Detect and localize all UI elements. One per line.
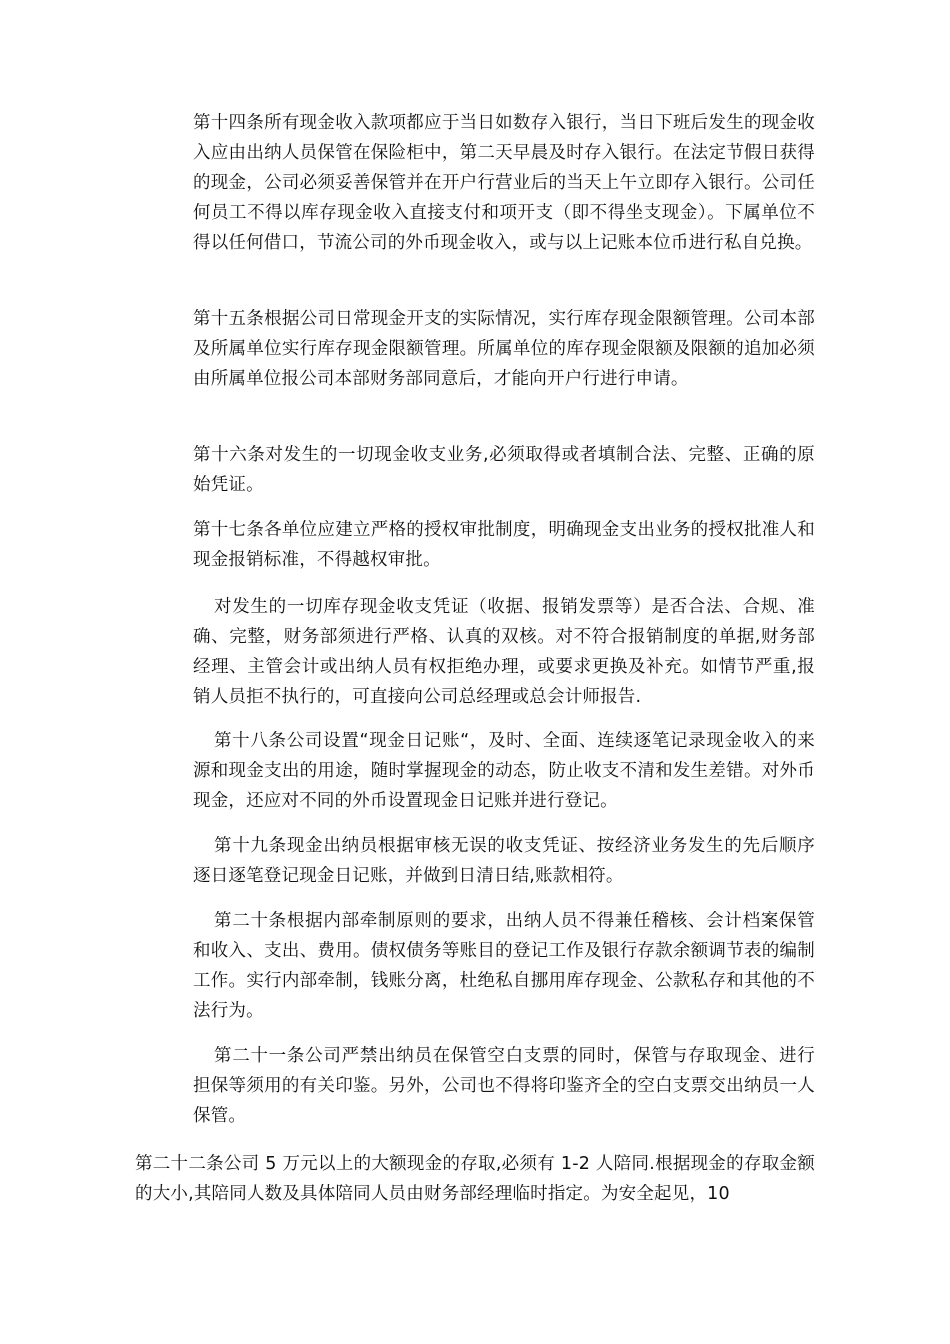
- paragraph-article-19: 第十九条现金出纳员根据审核无误的收支凭证、按经济业务发生的先后顺序逐日逐笔登记现金日记账，并做到日清日结,账款相符。: [193, 836, 815, 886]
- paragraph-article-21: 第二十一条公司严禁出纳员在保管空白支票的同时，保管与存取现金、进行担保等须用的有关印鉴。另外，公司也不得将印鉴齐全的空白支票交出纳员一人保管。: [193, 1046, 815, 1126]
- paragraph-article-17: 第十七条各单位应建立严格的授权审批制度，明确现金支出业务的授权批准人和现金报销标准，不得越权审批。: [193, 520, 815, 570]
- paragraph-article-22: 第二十二条公司 5 万元以上的大额现金的存取,必须有 1-2 人陪同.根据现金的存取金额的大小,其陪同人数及具体陪同人员由财务部经理临时指定。为安全起见，10: [135, 1154, 815, 1204]
- paragraph-article-18: 第十八条公司设置“现金日记账“，及时、全面、连续逐笔记录现金收入的来源和现金支出的用途，随时掌握现金的动态，防止收支不清和发生差错。对外币现金，还应对不同的外币设置现金日记账并进行登记。: [193, 731, 815, 811]
- paragraph-voucher-review: 对发生的一切库存现金收支凭证（收据、报销发票等）是否合法、合规、准确、完整，财务部须进行严格、认真的双核。对不符合报销制度的单据,财务部经理、主管会计或出纳人员有权拒绝办理，或要求更换及补充。如情节严重,报销人员拒不执行的，可直接向公司总经理或总会计师报告.: [193, 597, 815, 707]
- paragraph-article-20: 第二十条根据内部牵制原则的要求，出纳人员不得兼任稽核、会计档案保管和收入、支出、费用。债权债务等账目的登记工作及银行存款余额调节表的编制工作。实行内部牵制，钱账分离，杜绝私自挪用库存现金、公款私存和其他的不法行为。: [193, 911, 815, 1021]
- paragraph-article-15: 第十五条根据公司日常现金开支的实际情况，实行库存现金限额管理。公司本部及所属单位实行库存现金限额管理。所属单位的库存现金限额及限额的追加必须由所属单位报公司本部财务部同意后，才能向开户行进行申请。: [193, 309, 815, 389]
- paragraph-article-14: 第十四条所有现金收入款项都应于当日如数存入银行，当日下班后发生的现金收入应由出纳人员保管在保险柜中，第二天早晨及时存入银行。在法定节假日获得的现金，公司必须妥善保管并在开户行营业后的当天上午立即存入银行。公司任何员工不得以库存现金收入直接支付和项开支（即不得坐支现金）。下属单位不得以任何借口，节流公司的外币现金收入，或与以上记账本位币进行私自兑换。: [193, 113, 815, 253]
- paragraph-article-16: 第十六条对发生的一切现金收支业务,必须取得或者填制合法、完整、正确的原始凭证。: [193, 445, 815, 495]
